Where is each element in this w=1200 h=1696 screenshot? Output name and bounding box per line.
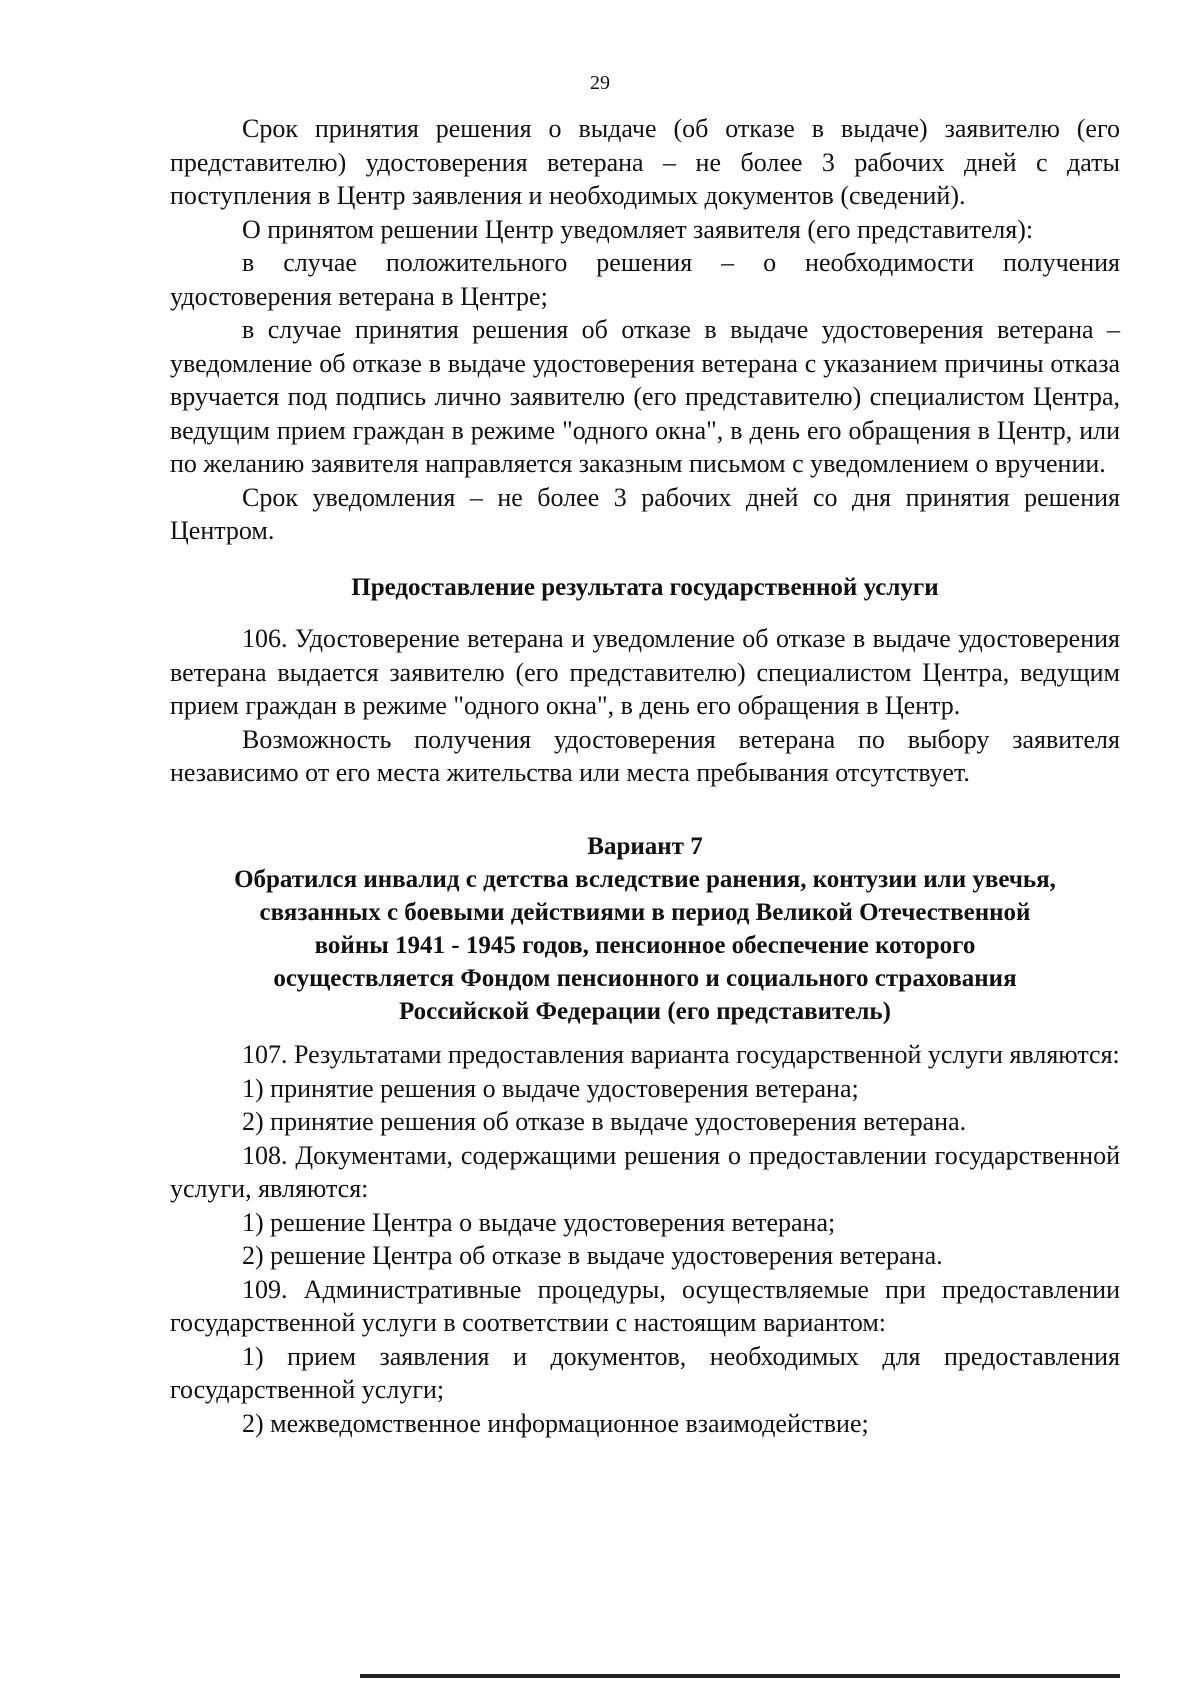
result-section xyxy=(170,622,1120,790)
page-number: 29 xyxy=(590,72,610,94)
variant-section xyxy=(170,1038,1120,1440)
paragraph: О принятом решении Центр уведомляет заявителя (его представителя): xyxy=(242,214,1034,244)
paragraph: Срок уведомления – не более 3 рабочих дней со дня принятия решения Центром. xyxy=(170,482,1120,545)
list-item: 2) принятие решения об отказе в выдаче удостоверения ветерана. xyxy=(242,1107,967,1136)
list-item: 1) принятие решения о выдаче удостоверения ветерана; xyxy=(242,1073,859,1103)
list-item: 1) прием заявления и документов, необходимых для предоставления государственной услуги; xyxy=(170,1341,1120,1404)
paragraph: Возможность получения удостоверения ветерана по выбору заявителя независимо от его места жительства или места пребывания отсутствует. xyxy=(170,724,1120,787)
variant-heading-line: Обратился инвалид с детства вследствие ранения, контузии или увечья, xyxy=(234,866,1056,893)
bottom-scan-line xyxy=(360,1674,1120,1678)
list-item: 1) решение Центра о выдаче удостоверения ветерана; xyxy=(242,1207,836,1237)
list-item: 2) решение Центра об отказе в выдаче удостоверения ветерана. xyxy=(242,1241,943,1270)
paragraph: в случае принятия решения об отказе в выдаче удостоверения ветерана – уведомление об отказе в выдаче удостоверения ветерана с указанием причины отказа вручается под подпись лично заявителю (его представителю) специалистом Центра, ведущим прием граждан в режиме "одного окна", в день его обращения в Центр, или по желанию заявителя направляется заказным письмом с уведомлением о вручении. xyxy=(170,315,1120,478)
paragraph: 109. Административные процедуры, осуществляемые при предоставлении государственной услуги в соответствии с настоящим вариантом: xyxy=(170,1274,1120,1337)
variant-heading xyxy=(170,830,1120,1028)
variant-title: Вариант 7 xyxy=(587,833,703,860)
variant-heading-line: связанных с боевыми действиями в период Великой Отечественной xyxy=(259,899,1031,926)
section-heading-result: Предоставление результата государственной услуги xyxy=(351,574,939,601)
paragraph: в случае положительного решения – о необходимости получения удостоверения ветерана в Центре; xyxy=(170,248,1120,311)
paragraph: 106. Удостоверение ветерана и уведомление об отказе в выдаче удостоверения ветерана выдается заявителю (его представителю) специалистом Центра, ведущим прием граждан в режиме "одного окна", в день его обращения в Центр. xyxy=(170,624,1120,720)
variant-heading-line: осуществляется Фондом пенсионного и социального страхования xyxy=(273,965,1017,992)
variant-heading-line: войны 1941 - 1945 годов, пенсионное обеспечение которого xyxy=(314,932,976,959)
decision-section xyxy=(170,112,1120,548)
paragraph: Срок принятия решения о выдаче (об отказе в выдаче) заявителю (его представителю) удостоверения ветерана – не более 3 рабочих дней с даты поступления в Центр заявления и необходимых документов (сведений). xyxy=(170,114,1120,210)
list-item: 2) межведомственное информационное взаимодействие; xyxy=(242,1408,869,1438)
paragraph: 107. Результатами предоставления варианта государственной услуги являются: xyxy=(242,1040,1120,1069)
paragraph: 108. Документами, содержащими решения о предоставлении государственной услуги, являются: xyxy=(170,1140,1120,1203)
variant-heading-line: Российской Федерации (его представитель) xyxy=(399,998,891,1025)
